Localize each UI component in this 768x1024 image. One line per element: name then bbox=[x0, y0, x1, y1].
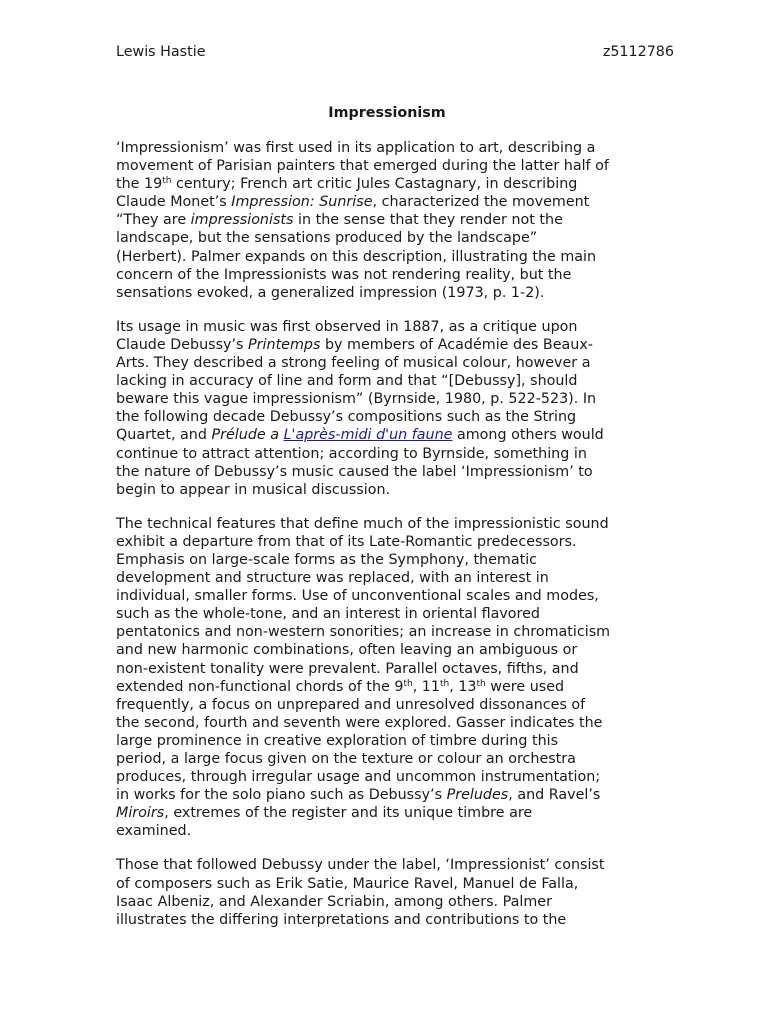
text-line: the second, fourth and seventh were explored. Gasser indicates the bbox=[116, 714, 603, 731]
work-title: Miroirs bbox=[116, 805, 165, 822]
document-title: Impressionism bbox=[328, 105, 446, 121]
text-line: pentatonics and non-western sonorities; an increase in chromaticism bbox=[116, 624, 611, 641]
superscript: th bbox=[162, 176, 172, 187]
text-line: development and structure was replaced, with an interest in bbox=[116, 570, 549, 587]
text-line: beware this vague impressionism” (Byrnside, 1980, p. 522-523). In bbox=[116, 391, 597, 408]
superscript: th bbox=[440, 678, 450, 689]
text-line: the nature of Debussy’s music caused the label ‘Impressionism’ to bbox=[116, 463, 593, 480]
author-name: Lewis Hastie bbox=[116, 44, 206, 60]
text-line: non-existent tonality were prevalent. Parallel octaves, fifths, and bbox=[116, 660, 579, 677]
text-span: Quartet, and bbox=[116, 427, 212, 444]
superscript: th bbox=[476, 678, 486, 689]
text-line: movement of Parisian painters that emerged during the latter half of bbox=[116, 158, 609, 175]
text-line: such as the whole-tone, and an interest in oriental flavored bbox=[116, 606, 540, 623]
text-span: , extremes of the register and its unique timbre are bbox=[164, 805, 533, 822]
text-span: in the sense that they render not the bbox=[293, 212, 563, 229]
text-line: Those that followed Debussy under the label, ‘Impressionist’ consist bbox=[116, 857, 605, 874]
text-line: lacking in accuracy of line and form and that “[Debussy], should bbox=[116, 373, 578, 390]
document-page bbox=[116, 0, 674, 1024]
text-span: , 11 bbox=[412, 678, 440, 695]
text-line: produces, through irregular usage and uncommon instrumentation; bbox=[116, 769, 601, 786]
text-line: period, a large focus given on the texture or colour an orchestra bbox=[116, 751, 576, 767]
text-span: “They are bbox=[116, 212, 191, 229]
text-span: , characterized the movement bbox=[372, 194, 590, 211]
text-span: century; French art critic Jules Castagnary, in describing bbox=[171, 176, 578, 193]
text-line: The technical features that define much of the impressionistic sound bbox=[116, 515, 609, 532]
text-line: sensations evoked, a generalized impression (1973, p. 1-2). bbox=[116, 284, 545, 301]
text-line: Emphasis on large-scale forms as the Symphony, thematic bbox=[116, 551, 538, 568]
text-line bbox=[116, 211, 658, 229]
text-line: frequently, a focus on unprepared and unresolved dissonances of bbox=[116, 696, 586, 713]
text-line: concern of the Impressionists was not rendering reality, but the bbox=[116, 266, 572, 283]
text-line bbox=[116, 426, 658, 444]
work-title: Prélude a bbox=[211, 427, 284, 444]
text-line: the following decade Debussy’s compositions such as the String bbox=[116, 409, 577, 426]
text-line bbox=[116, 336, 658, 354]
text-line: illustrates the differing interpretations and contributions to the bbox=[116, 911, 567, 928]
text-span: were used bbox=[485, 678, 565, 695]
text-line: landscape, but the sensations produced by the landscape” bbox=[116, 230, 538, 247]
document-body bbox=[116, 139, 658, 945]
text-span: Claude Monet’s bbox=[116, 194, 232, 211]
paragraph-2 bbox=[116, 318, 658, 499]
text-span: by members of Académie des Beaux- bbox=[320, 336, 593, 353]
faune-link[interactable]: L'après-midi d'un faune bbox=[283, 427, 453, 444]
work-title: Preludes bbox=[446, 787, 509, 804]
text-line: begin to appear in musical discussion. bbox=[116, 481, 391, 498]
text-span: , and Ravel’s bbox=[508, 787, 601, 804]
text-span: , 13 bbox=[449, 678, 477, 695]
superscript: th bbox=[403, 678, 413, 689]
emphasis: impressionists bbox=[190, 212, 294, 229]
paragraph-4 bbox=[116, 856, 658, 928]
text-line: Arts. They described a strong feeling of musical colour, however a bbox=[116, 355, 591, 372]
text-span: extended non-functional chords of the 9 bbox=[116, 678, 404, 695]
text-line bbox=[116, 193, 658, 211]
artwork-title: Impression: Sunrise bbox=[231, 194, 373, 211]
work-title: Printemps bbox=[248, 336, 321, 353]
text-line: continue to attract attention; according to Byrnside, something in bbox=[116, 445, 587, 462]
paragraph-3 bbox=[116, 515, 658, 841]
text-line: ‘Impressionism’ was first used in its application to art, describing a bbox=[116, 140, 596, 156]
text-line: (Herbert). Palmer expands on this description, illustrating the main bbox=[116, 248, 597, 265]
text-line: and new harmonic combinations, often leaving an ambiguous or bbox=[116, 642, 578, 659]
text-line bbox=[116, 804, 658, 822]
text-line: exhibit a departure from that of its Late-Romantic predecessors. bbox=[116, 533, 577, 550]
text-span: among others would bbox=[452, 427, 604, 444]
text-span: the 19 bbox=[116, 176, 163, 193]
text-line: of composers such as Erik Satie, Maurice Ravel, Manuel de Falla, bbox=[116, 875, 579, 892]
text-line: individual, smaller forms. Use of unconventional scales and modes, bbox=[116, 588, 599, 605]
text-line bbox=[116, 786, 658, 804]
text-span: Claude Debussy’s bbox=[116, 336, 249, 353]
text-span: in works for the solo piano such as Debussy’s bbox=[116, 787, 447, 804]
paragraph-1 bbox=[116, 139, 658, 302]
text-line bbox=[116, 175, 658, 193]
page-header bbox=[116, 42, 674, 62]
text-line: Its usage in music was first observed in 1887, as a critique upon bbox=[116, 318, 578, 335]
text-line bbox=[116, 678, 658, 696]
student-id: z5112786 bbox=[602, 44, 674, 60]
text-line: examined. bbox=[116, 823, 192, 840]
text-line: Isaac Albeniz, and Alexander Scriabin, among others. Palmer bbox=[116, 893, 552, 910]
text-line: large prominence in creative exploration of timbre during this bbox=[116, 732, 559, 749]
